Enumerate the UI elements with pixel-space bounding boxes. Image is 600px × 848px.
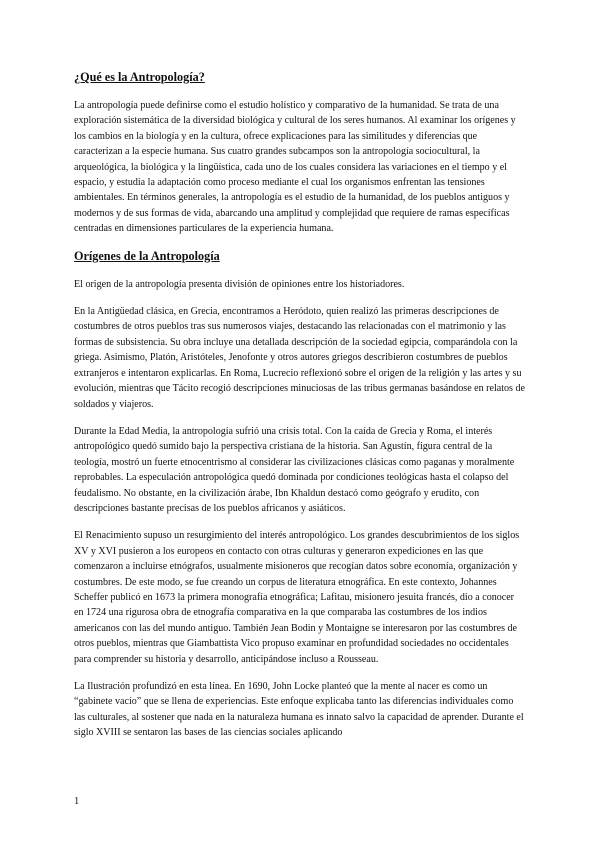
paragraph-definition: La antropología puede definirse como el estudio holístico y comparativo de la humanidad. Se trata de una exploración sistemática de la diversidad biológica y cultural de los seres humanos. Al examinar los orígenes y los cambios en la biología y en la cultura, ofrece explicaciones para las similitudes y diferencias que caracterizan a la especie humana. Sus cuatro grandes subcampos son la antropología sociocultural, la arqueológica, la biológica y la lingüística, cada uno de los cuales considera las variaciones en el tiempo y el espacio, y estudia la adaptación como proceso mediante el cual los organismos enfrentan las tensiones ambientales. En términos generales, la antropología es el estudio de la humanidad, de los pueblos antiguos y modernos y de sus formas de vida, abarcando una amplitud y complejidad que requiere de ramas específicas centradas en dimensiones particulares de la experiencia humana. xyxy=(74,100,516,235)
document-body xyxy=(74,70,526,741)
page-number: 1 xyxy=(74,796,80,807)
paragraph-classical-antiquity: En la Antigüedad clásica, en Grecia, encontramos a Heródoto, quien realizó las primeras descripciones de costumbres de otros pueblos tras sus numerosos viajes, destacando las relacionadas con el matrimonio y las formas de subsistencia. Su obra incluye una detallada descripción de la sociedad egipcia, comparándola con la griega. Asimismo, Platón, Aristóteles, Jenofonte y otros autores griegos describieron costumbres de pueblos extranjeros e intentaron explicarlas. En Roma, Lucrecio reflexionó sobre el origen de la religión y las artes y su evolución, mientras que Tácito recogió descripciones minuciosas de las tribus germanas basándose en relatos de soldados y viajeros. xyxy=(74,306,525,410)
paragraph-renaissance: El Renacimiento supuso un resurgimiento del interés antropológico. Los grandes descubrimientos de los siglos XV y XVI pusieron a los europeos en contacto con otras culturas y generaron expediciones en las que comenzaron a incluirse etnógrafos, usualmente misioneros que recogían datos sobre economía, organización y costumbres. De este modo, se fue creando un corpus de literatura etnográfica. En este contexto, Johannes Scheffer publicó en 1673 la primera monografía etnográfica; Lafitau, misionero jesuita francés, dio a conocer en 1724 una rigurosa obra de etnografía comparativa en la que comparaba las costumbres de los indios americanos con las del mundo antiguo. También Jean Bodin y Montaigne se interesaron por las costumbres de otros pueblos, mientras que Giambattista Vico propuso examinar en profundidad sociedades no occidentales para comprender su historia y desarrollo, anticipándose incluso a Rousseau. xyxy=(74,530,520,665)
heading-what-is-anthropology: ¿Qué es la Antropología? xyxy=(74,70,205,84)
paragraph-origins-intro: El origen de la antropología presenta división de opiniones entre los historiadores. xyxy=(74,278,405,290)
paragraph-middle-ages: Durante la Edad Media, la antropología sufrió una crisis total. Con la caída de Grecia y Roma, el interés antropológico quedó sumido bajo la perspectiva cristiana de la historia. San Agustín, figura central de la teología, mostró un fuerte etnocentrismo al considerar las civilizaciones clásicas como paganas y moralmente reprobables. La especulación antropológica quedó dominada por condiciones teológicas hasta el colapso del feudalismo. No obstante, en la civilización árabe, Ibn Khaldun destacó como geógrafo y erudito, con descripciones bastante precisas de los pueblos africanos y asiáticos. xyxy=(74,425,515,514)
heading-origins: Orígenes de la Antropología xyxy=(74,248,220,263)
paragraph-enlightenment: La Ilustración profundizó en esta línea. En 1690, John Locke planteó que la mente al nacer es como un “gabinete vacío” que se llena de experiencias. Este enfoque explicaba tanto las diferencias individuales como las culturales, al sostener que nada en la naturaleza humana es innato salvo la capacidad de aprender. Durante el siglo XVIII se sentaron las bases de las ciencias sociales aplicando xyxy=(74,681,524,739)
